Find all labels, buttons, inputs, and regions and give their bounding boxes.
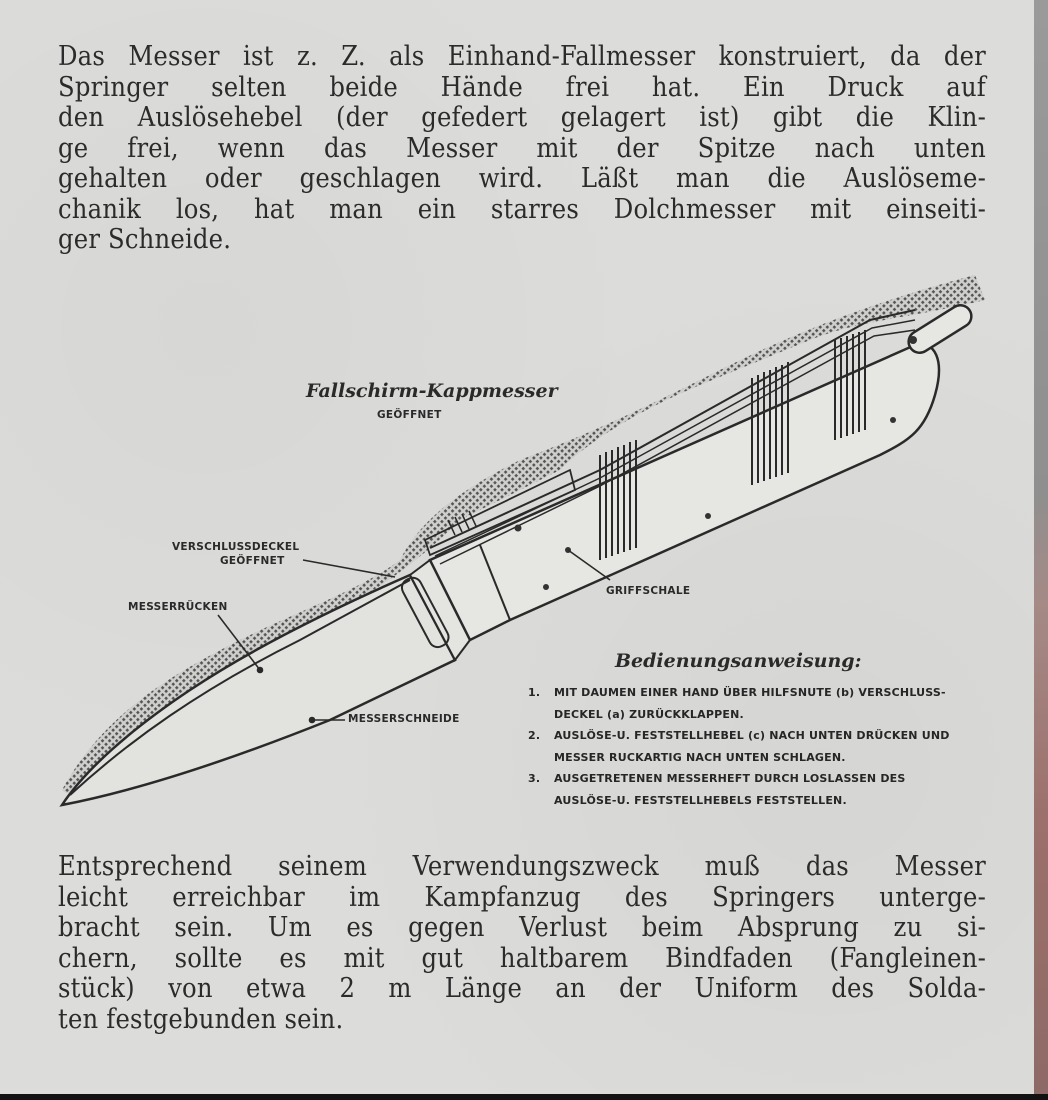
- instruction-number: 1.: [528, 686, 541, 699]
- text-line: chern, sollte es mit gut haltbarem Bindfaden (Fangleinen-: [58, 942, 986, 974]
- closing-paragraph: [58, 852, 986, 1035]
- illustration-title: Fallschirm-Kappmesser: [306, 380, 558, 402]
- instructions-heading: Bedienungsanweisung:: [615, 650, 862, 672]
- page-edge-right: [1034, 0, 1048, 1094]
- label-edge: MESSERSCHNEIDE: [348, 713, 460, 725]
- label-grip: GRIFFSCHALE: [606, 585, 691, 597]
- page-edge-bottom: [0, 1094, 1048, 1100]
- instruction-number: 2.: [528, 729, 541, 742]
- text-line: chanik los, hat man ein starres Dolchmesser mit einseiti-: [58, 193, 986, 225]
- intro-paragraph: [58, 42, 986, 256]
- label-cover-state: GEÖFFNET: [220, 555, 285, 567]
- label-back: MESSERRÜCKEN: [128, 601, 228, 613]
- instruction-item: [528, 768, 998, 811]
- text-line: bracht sein. Um es gegen Verlust beim Absprung zu si-: [58, 912, 986, 943]
- instruction-line: MESSER RUCKARTIG NACH UNTEN SCHLAGEN.: [554, 750, 846, 764]
- instructions-list: [528, 682, 998, 811]
- instruction-line: AUSLÖSE-U. FESTSTELLHEBEL (c) NACH UNTEN DRÜCKEN UND: [554, 729, 950, 742]
- text-line: ge frei, wenn das Messer mit der Spitze nach unten: [58, 132, 986, 164]
- instruction-item: [528, 725, 998, 768]
- text-line: Entsprechend seinem Verwendungszweck muß das Messer: [58, 851, 986, 882]
- text-line: stück) von etwa 2 m Länge an der Uniform des Solda-: [58, 973, 986, 1004]
- text-line: den Auslösehebel (der gefedert gelagert ist) gibt die Klin-: [58, 102, 986, 133]
- instruction-line: DECKEL (a) ZURÜCKKLAPPEN.: [554, 707, 744, 721]
- instruction-number: 3.: [528, 772, 541, 785]
- instruction-line: MIT DAUMEN EINER HAND ÜBER HILFSNUTE (b) VERSCHLUSS-: [554, 686, 946, 699]
- instruction-item: [528, 682, 998, 725]
- text-line: ten festgebunden sein.: [58, 1003, 344, 1035]
- illustration-subtitle: GEÖFFNET: [377, 409, 442, 421]
- text-line: Springer selten beide Hände frei hat. Ein Druck auf: [58, 71, 986, 103]
- text-line: ger Schneide.: [58, 224, 232, 255]
- instruction-line: AUSGETRETENEN MESSERHEFT DURCH LOSLASSEN DES: [554, 772, 906, 785]
- label-cover: VERSCHLUSSDECKEL: [172, 541, 300, 553]
- text-line: leicht erreichbar im Kampfanzug des Springers unterge-: [58, 881, 986, 913]
- blade-outline: [62, 575, 455, 805]
- text-line: Das Messer ist z. Z. als Einhand-Fallmesser konstruiert, da der: [58, 41, 986, 72]
- instruction-line: AUSLÖSE-U. FESTSTELLHEBELS FESTSTELLEN.: [554, 793, 847, 807]
- text-line: gehalten oder geschlagen wird. Läßt man die Auslöseme-: [58, 163, 986, 194]
